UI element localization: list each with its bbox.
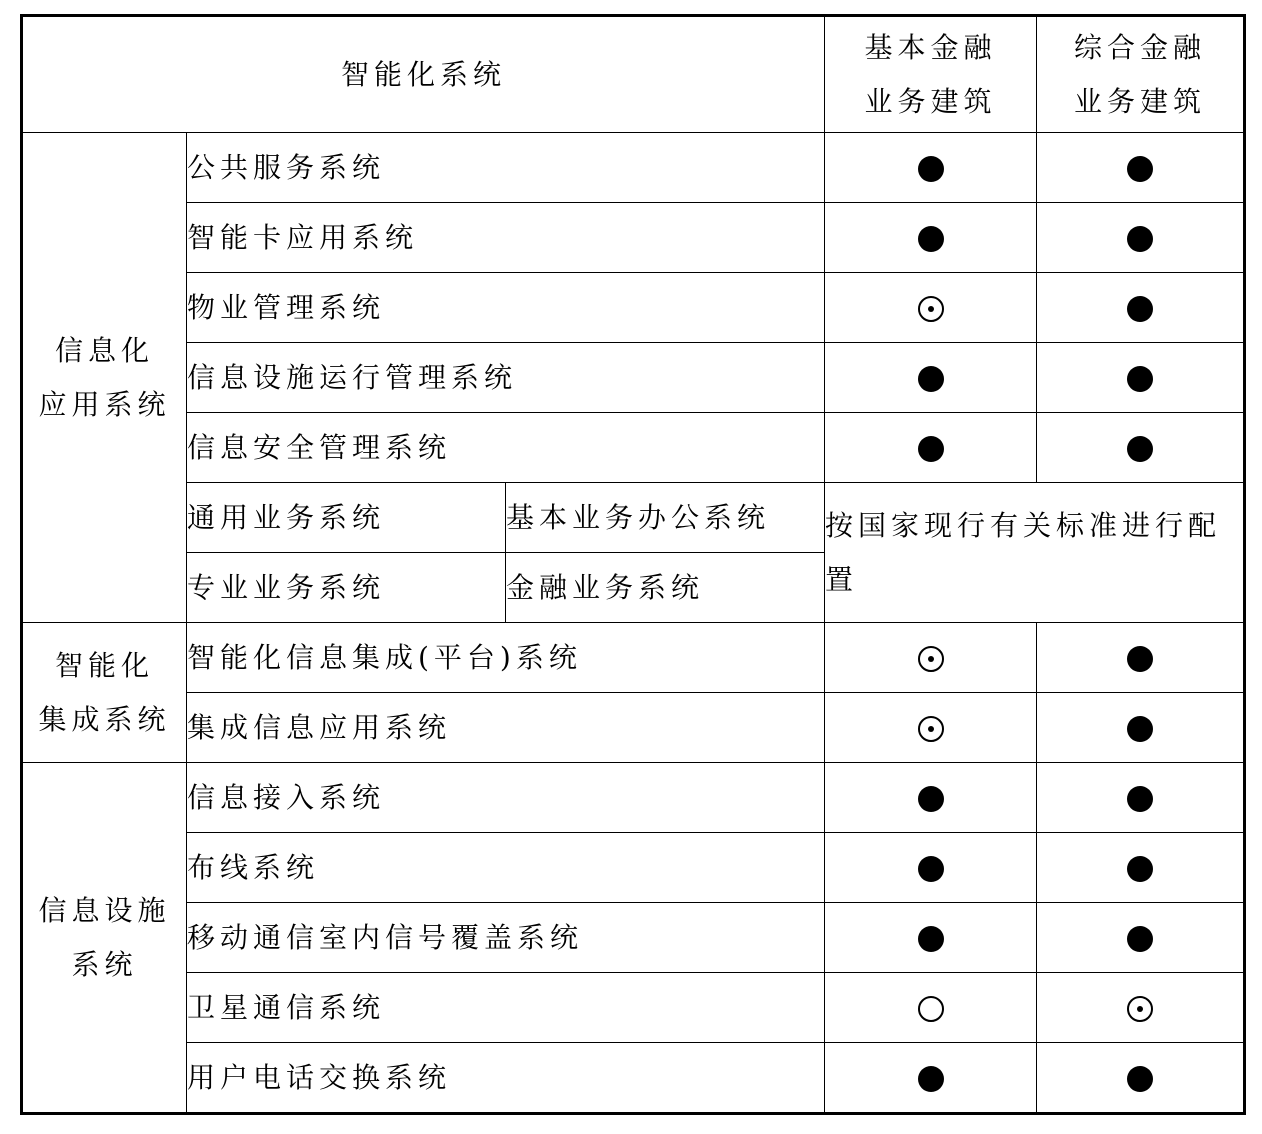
row-name: 信息接入系统 [187, 763, 825, 833]
header-system: 智能化系统 [22, 16, 825, 133]
header-comp-line1: 综合金融 [1073, 30, 1206, 64]
basic-cell [825, 1043, 1037, 1114]
comprehensive-cell [1037, 413, 1245, 483]
comprehensive-cell [1037, 343, 1245, 413]
row-name: 移动通信室内信号覆盖系统 [187, 903, 825, 973]
group-infra-line2: 系统 [71, 947, 138, 981]
business-special-sub: 金融业务系统 [506, 553, 825, 623]
group-integration-line2: 集成系统 [38, 702, 171, 736]
business-general: 通用业务系统 [187, 483, 506, 553]
comprehensive-cell [1037, 273, 1245, 343]
row-name: 信息安全管理系统 [187, 413, 825, 483]
comprehensive-cell [1037, 133, 1245, 203]
comprehensive-cell [1037, 693, 1245, 763]
table-row [22, 1043, 1245, 1114]
group-integration-line1: 智能化 [54, 648, 154, 682]
header-comprehensive-building [1037, 16, 1245, 133]
row-name: 智能化信息集成(平台)系统 [187, 623, 825, 693]
group-app [22, 133, 187, 623]
table-row [22, 763, 1245, 833]
dotted-circle-icon [918, 716, 944, 742]
filled-circle-icon [1127, 296, 1153, 322]
filled-circle-icon [918, 436, 944, 462]
group-infra [22, 763, 187, 1114]
basic-cell [825, 273, 1037, 343]
group-app-line1: 信息化 [54, 333, 154, 367]
comprehensive-cell [1037, 623, 1245, 693]
dotted-circle-icon [918, 646, 944, 672]
header-basic-building [825, 16, 1037, 133]
header-comp-line2: 业务建筑 [1073, 84, 1206, 118]
table-row [22, 413, 1245, 483]
filled-circle-icon [1127, 436, 1153, 462]
filled-circle-icon [918, 786, 944, 812]
business-general-sub: 基本业务办公系统 [506, 483, 825, 553]
basic-cell [825, 973, 1037, 1043]
row-name: 卫星通信系统 [187, 973, 825, 1043]
filled-circle-icon [1127, 856, 1153, 882]
row-name: 信息设施运行管理系统 [187, 343, 825, 413]
dotted-circle-icon [918, 296, 944, 322]
basic-cell [825, 133, 1037, 203]
row-name: 智能卡应用系统 [187, 203, 825, 273]
table-row [22, 903, 1245, 973]
table-row [22, 273, 1245, 343]
business-config-note: 按国家现行有关标准进行配置 [825, 483, 1245, 623]
filled-circle-icon [1127, 786, 1153, 812]
group-app-line2: 应用系统 [38, 387, 171, 421]
row-name: 集成信息应用系统 [187, 693, 825, 763]
filled-circle-icon [1127, 366, 1153, 392]
filled-circle-icon [1127, 156, 1153, 182]
filled-circle-icon [918, 856, 944, 882]
comprehensive-cell [1037, 763, 1245, 833]
table-row [22, 973, 1245, 1043]
system-config-table [20, 14, 1246, 1115]
comprehensive-cell [1037, 1043, 1245, 1114]
row-name: 用户电话交换系统 [187, 1043, 825, 1114]
basic-cell [825, 693, 1037, 763]
comprehensive-cell [1037, 833, 1245, 903]
basic-cell [825, 623, 1037, 693]
filled-circle-icon [1127, 646, 1153, 672]
header-basic-line1: 基本金融 [864, 30, 997, 64]
header-basic-line2: 业务建筑 [864, 84, 997, 118]
filled-circle-icon [1127, 716, 1153, 742]
basic-cell [825, 763, 1037, 833]
header-row [22, 16, 1245, 133]
table-row [22, 623, 1245, 693]
filled-circle-icon [918, 366, 944, 392]
table-row [22, 833, 1245, 903]
group-infra-line1: 信息设施 [38, 893, 171, 927]
table-row [22, 203, 1245, 273]
basic-cell [825, 903, 1037, 973]
basic-cell [825, 343, 1037, 413]
filled-circle-icon [1127, 226, 1153, 252]
business-special: 专业业务系统 [187, 553, 506, 623]
empty-circle-icon [918, 996, 944, 1022]
dotted-circle-icon [1127, 996, 1153, 1022]
row-name: 物业管理系统 [187, 273, 825, 343]
filled-circle-icon [918, 226, 944, 252]
filled-circle-icon [1127, 1066, 1153, 1092]
basic-cell [825, 413, 1037, 483]
basic-cell [825, 833, 1037, 903]
filled-circle-icon [918, 1066, 944, 1092]
filled-circle-icon [918, 926, 944, 952]
table-row [22, 133, 1245, 203]
comprehensive-cell [1037, 203, 1245, 273]
comprehensive-cell [1037, 903, 1245, 973]
row-name: 公共服务系统 [187, 133, 825, 203]
basic-cell [825, 203, 1037, 273]
table-row [22, 343, 1245, 413]
row-name: 布线系统 [187, 833, 825, 903]
table-row [22, 483, 1245, 553]
group-integration [22, 623, 187, 763]
table-row [22, 693, 1245, 763]
filled-circle-icon [1127, 926, 1153, 952]
filled-circle-icon [918, 156, 944, 182]
comprehensive-cell [1037, 973, 1245, 1043]
